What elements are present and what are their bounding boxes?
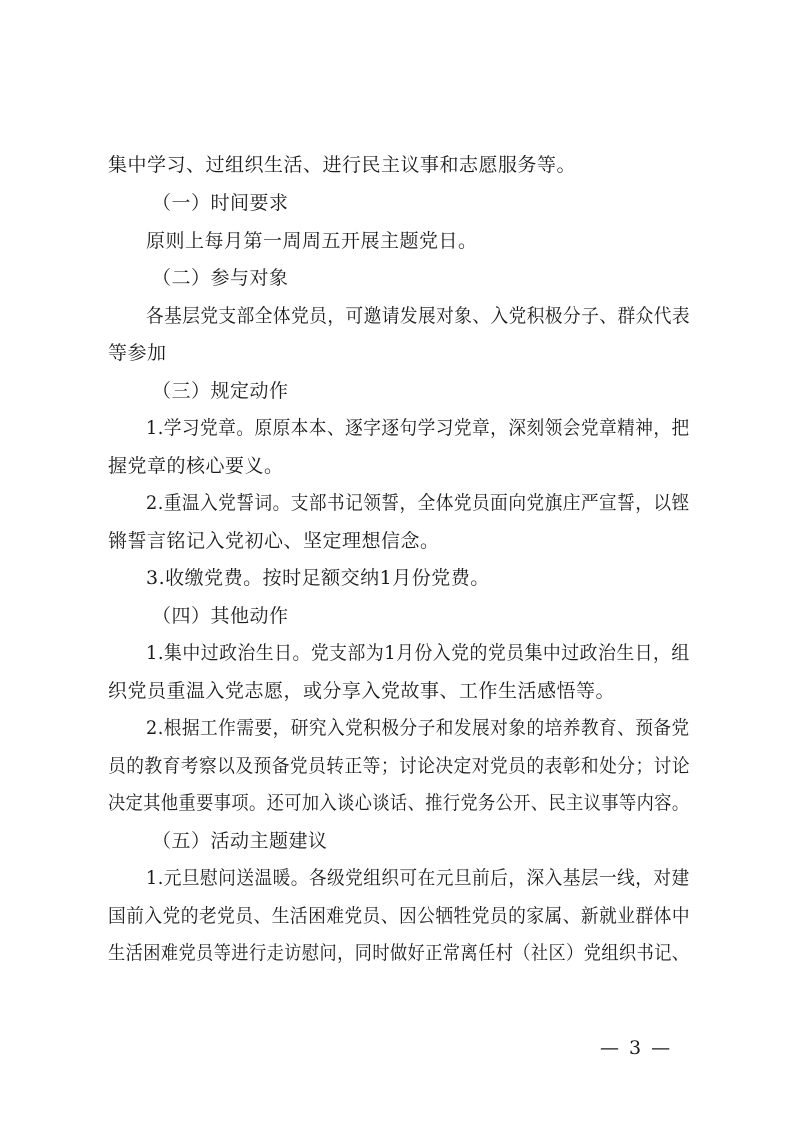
paragraph-line: 原则上每月第一周周五开展主题党日。	[146, 230, 478, 252]
paragraph-line: 生活困难党员等进行走访慰问，同时做好正常离任村（社区）党组织书记、	[108, 942, 690, 964]
paragraph-line: 3.收缴党费。按时足额交纳1月份党费。	[146, 567, 490, 589]
section-heading-other: （四）其他动作	[152, 605, 289, 627]
paragraph-line: 锵誓言铭记入党初心、坚定理想信念。	[108, 530, 440, 552]
paragraph-line: 1.学习党章。原原本本、逐字逐句学习党章，深刻领会党章精神，把	[146, 417, 690, 439]
section-heading-themes: （五）活动主题建议	[152, 830, 328, 852]
paragraph-line: 1.集中过政治生日。党支部为1月份入党的党员集中过政治生日，组	[146, 642, 690, 664]
paragraph-line: 决定其他重要事项。还可加入谈心谈话、推行党务公开、民主议事等内容。	[108, 792, 690, 814]
section-heading-required: （三）规定动作	[152, 380, 289, 402]
paragraph-line: 1.元旦慰问送温暖。各级党组织可在元旦前后，深入基层一线，对建	[146, 867, 690, 889]
section-heading-time: （一）时间要求	[152, 192, 289, 214]
paragraph-line: 集中学习、过组织生活、进行民主议事和志愿服务等。	[108, 154, 577, 176]
paragraph-line: 员的教育考察以及预备党员转正等；讨论决定对党员的表彰和处分；讨论	[108, 755, 691, 777]
paragraph-line: 2.重温入党誓词。支部书记领誓，全体党员面向党旗庄严宣誓，以铿	[146, 492, 690, 514]
paragraph-line: 2.根据工作需要，研究入党积极分子和发展对象的培养教育、预备党	[146, 717, 690, 739]
paragraph-line: 握党章的核心要义。	[108, 455, 284, 477]
paragraph-line: 各基层党支部全体党员，可邀请发展对象、入党积极分子、群众代表	[146, 305, 691, 327]
paragraph-line: 国前入党的老党员、生活困难党员、因公牺牲党员的家属、新就业群体中	[108, 905, 691, 927]
paragraph-line: 等参加	[108, 342, 167, 364]
section-heading-participants: （二）参与对象	[152, 267, 289, 289]
paragraph-line: 织党员重温入党志愿，或分享入党故事、工作生活感悟等。	[108, 680, 616, 702]
page-number: — 3 —	[600, 1037, 673, 1059]
